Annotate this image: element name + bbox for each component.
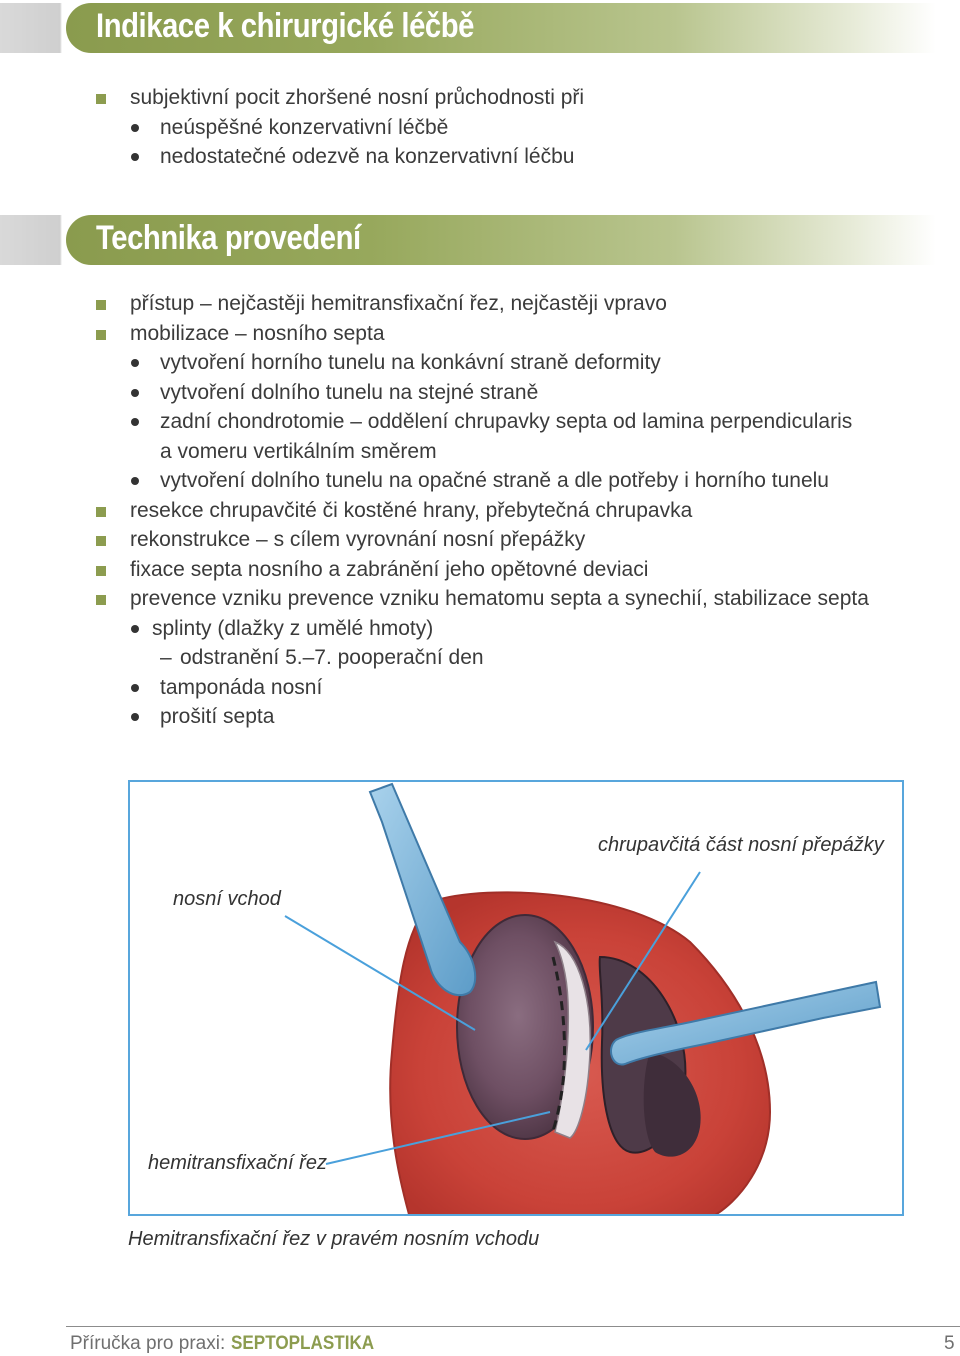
list-item: vytvoření dolního tunelu na stejné straně — [0, 378, 960, 408]
list-item: fixace septa nosního a zabránění jeho opětovné deviaci — [0, 555, 960, 585]
label-nostril: nosní vchod — [173, 888, 281, 910]
square-bullet-icon — [96, 94, 106, 104]
list-item: tamponáda nosní — [0, 673, 960, 703]
technique-list — [0, 289, 960, 732]
section-title: Indikace k chirurgické léčbě — [96, 7, 475, 45]
list-item: neúspěšné konzervativní léčbě — [0, 113, 960, 143]
footer-divider — [66, 1326, 960, 1327]
label-cartilage: chrupavčitá část nosní přepážky — [598, 834, 884, 856]
list-item: prevence vzniku prevence vzniku hematomu septa a synechií, stabilizace septa — [0, 584, 960, 614]
round-bullet-icon — [131, 389, 139, 397]
round-bullet-icon — [131, 477, 139, 485]
section-header-technique — [0, 215, 960, 265]
label-incision: hemitransfixační řez — [148, 1152, 327, 1174]
list-item: zadní chondrotomie – oddělení chrupavky septa od lamina perpendicularis — [0, 407, 960, 437]
list-item: vytvoření horního tunelu na konkávní straně deformity — [0, 348, 960, 378]
list-item: prošití septa — [0, 702, 960, 732]
square-bullet-icon — [96, 300, 106, 310]
list-item: subjektivní pocit zhoršené nosní průchodnosti při — [0, 83, 960, 113]
indications-list — [0, 83, 960, 172]
list-item: nedostatečné odezvě na konzervativní léčbu — [0, 142, 960, 172]
list-item: resekce chrupavčité či kostěné hrany, přebytečná chrupavka — [0, 496, 960, 526]
square-bullet-icon — [96, 566, 106, 576]
round-bullet-icon — [131, 359, 139, 367]
list-item-continuation: a vomeru vertikálním směrem — [160, 439, 437, 463]
section-title: Technika provedení — [96, 219, 361, 257]
round-bullet-icon — [131, 418, 139, 426]
list-item: vytvoření dolního tunelu na opačné straně a dle potřeby i horního tunelu — [0, 466, 960, 496]
section-header-indications — [0, 3, 960, 53]
square-bullet-icon — [96, 330, 106, 340]
figure-caption: Hemitransfixační řez v pravém nosním vchodu — [128, 1228, 540, 1250]
page-number: 5 — [944, 1333, 955, 1354]
list-item: mobilizace – nosního septa — [0, 319, 960, 349]
footer-title: Příručka pro praxi: SEPTOPLASTIKA — [70, 1333, 374, 1354]
square-bullet-icon — [96, 536, 106, 546]
round-bullet-icon — [131, 684, 139, 692]
list-item: rekonstrukce – s cílem vyrovnání nosní přepážky — [0, 525, 960, 555]
round-bullet-icon — [131, 625, 139, 633]
list-item: – odstranění 5.–7. pooperační den — [0, 643, 960, 673]
square-bullet-icon — [96, 595, 106, 605]
round-bullet-icon — [131, 124, 139, 132]
round-bullet-icon — [131, 713, 139, 721]
footer-accent: SEPTOPLASTIKA — [230, 1333, 374, 1354]
square-bullet-icon — [96, 507, 106, 517]
round-bullet-icon — [131, 153, 139, 161]
list-item: přístup – nejčastěji hemitransfixační řez, nejčastěji vpravo — [0, 289, 960, 319]
dash-bullet: – — [160, 646, 172, 669]
illustration-frame — [128, 780, 904, 1216]
list-item: splinty (dlažky z umělé hmoty) — [0, 614, 960, 644]
